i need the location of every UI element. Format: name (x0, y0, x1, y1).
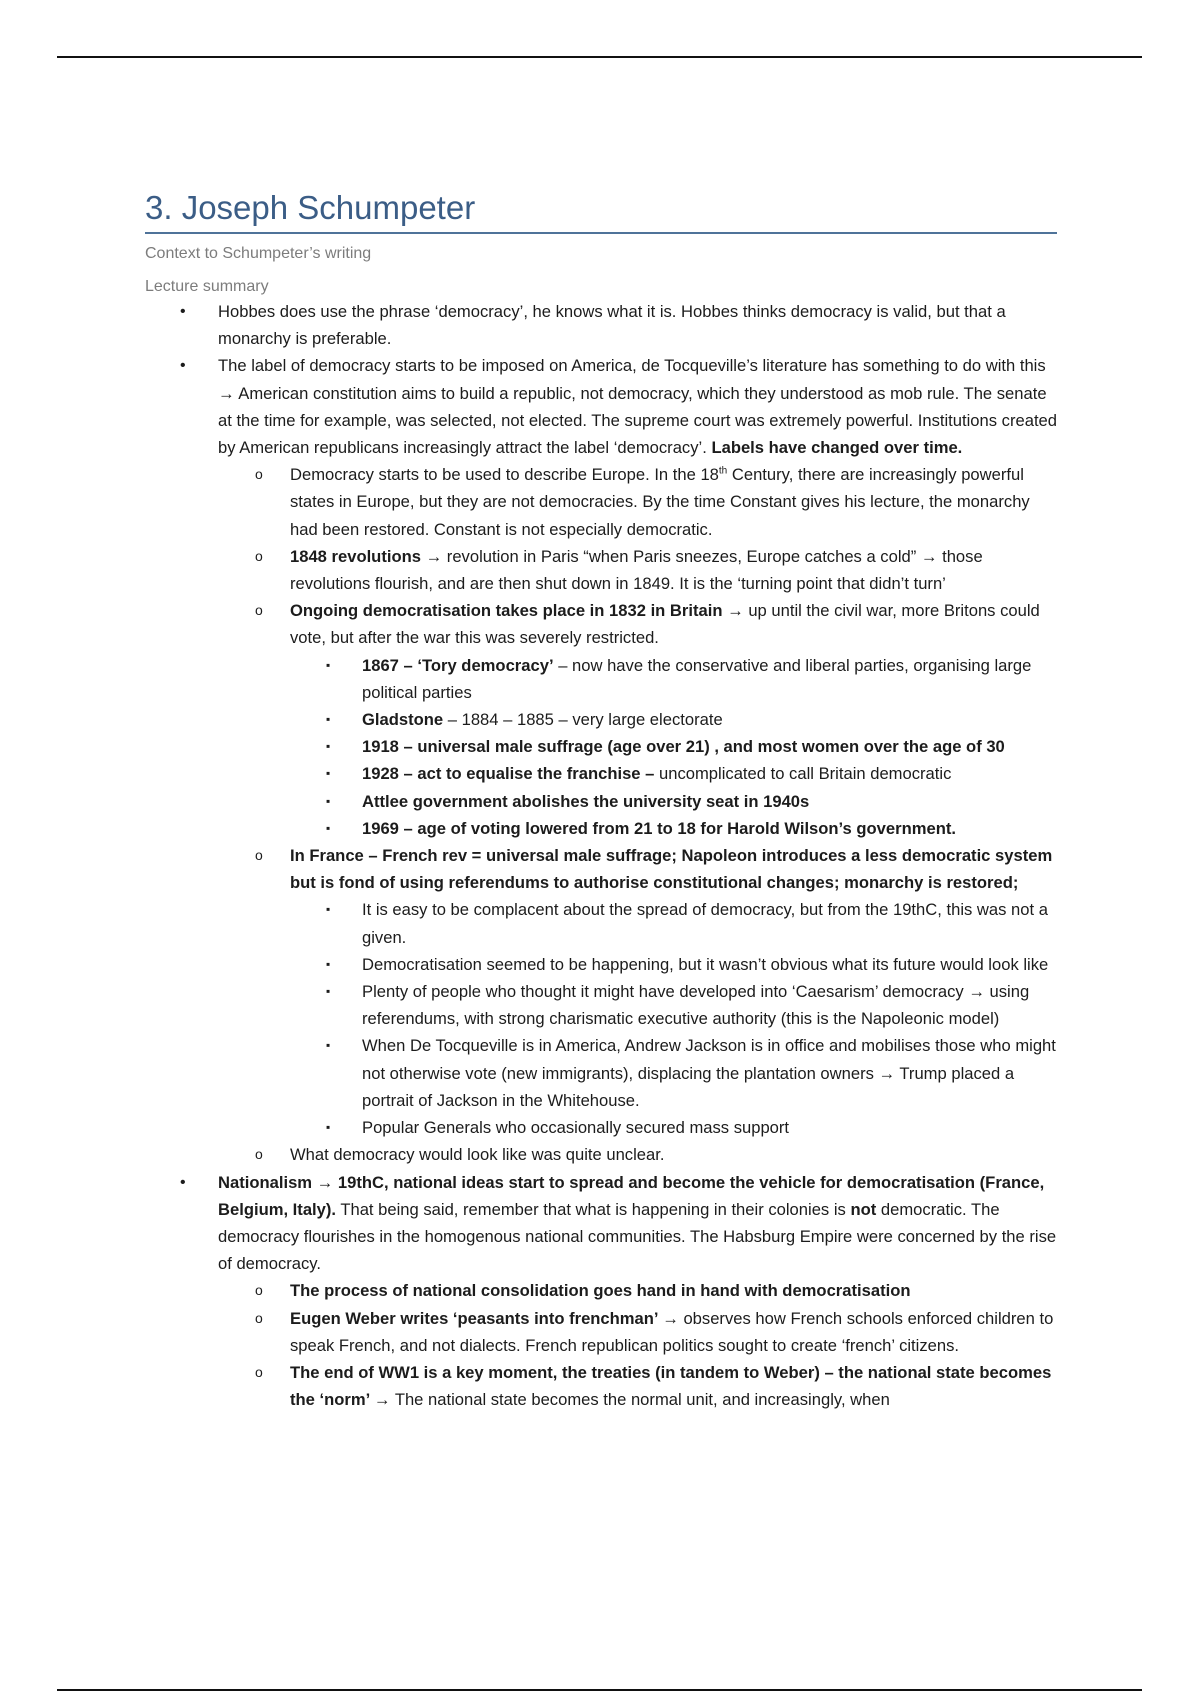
list-item-bold-text: not (850, 1199, 877, 1219)
superscript: th (718, 465, 728, 477)
list-item-bold-text: The end of WW1 is a key moment, the treaties (in tandem to Weber) – the national state becomes the ‘norm’ → (290, 1362, 1052, 1410)
list-item (145, 706, 1057, 733)
list-item-text: Hobbes does use the phrase ‘democracy’, he knows what it is. Hobbes thinks democracy is valid, but that a monarchy is preferable. (218, 302, 1006, 349)
list-item-text: – now have the conservative and liberal parties, organising large political parties (362, 655, 1032, 702)
circle-bullet-icon: o (255, 1282, 263, 1299)
list-item-bold-text: Gladstone (362, 710, 444, 730)
list-item (145, 1277, 1057, 1304)
list-item (145, 815, 1057, 842)
list-item (145, 1032, 1057, 1114)
list-item (145, 896, 1057, 950)
list-item (145, 1305, 1057, 1359)
list-item-text: revolution in Paris “when Paris sneezes, Europe catches a cold” → those revolutions flourish, and are then shut down in 1849. It is the ‘turning point that didn’t turn’ (290, 546, 983, 594)
circle-bullet-icon: o (255, 1309, 263, 1326)
list-item (145, 652, 1057, 706)
top-level-bullet-list (145, 298, 1057, 1413)
list-item (145, 461, 1057, 543)
circle-bullet-icon: o (255, 466, 263, 483)
section-heading-context: Context to Schumpeter’s writing (145, 245, 372, 262)
list-item-text: democratic. The democracy flourishes in the homogenous national communities. The Habsburg Empire were concerned by the rise of democracy. (218, 1199, 1057, 1274)
square-bullet-icon: ▪ (326, 902, 331, 917)
sub-sub-bullet-list (145, 652, 1057, 842)
page-bottom-rule (57, 1689, 1142, 1691)
list-item (145, 543, 1057, 597)
square-bullet-icon: ▪ (326, 956, 331, 971)
list-item-text: Plenty of people who thought it might have developed into ‘Caesarism’ democracy → using referendums, with strong charismatic executive authority (this is the Napoleonic model) (362, 982, 1030, 1029)
list-item-bold-text: 1969 – age of voting lowered from 21 to 18 for Harold Wilson’s government. (362, 818, 956, 838)
list-item-text: When De Tocqueville is in America, Andrew Jackson is in office and mobilises those who might not otherwise vote (new immigrants), displacing the plantation owners → Trump placed a portrait of Jackson in the Whitehouse. (362, 1036, 1056, 1110)
list-item (145, 1169, 1057, 1414)
circle-bullet-icon: o (255, 847, 263, 864)
list-item-text: What democracy would look like was quite unclear. (290, 1145, 665, 1165)
list-item-text: observes how French schools enforced children to speak French, and not dialects. French republican politics sought to create ‘french’ citizens. (290, 1308, 1054, 1355)
list-item (145, 788, 1057, 815)
list-item-text: The label of democracy starts to be imposed on America, de Tocqueville’s literature has something to do with this → American constitution aims to build a republic, not democracy, which they understood as mob rule. The senate at the time for example, was selected, not elected. The supreme court was extremely powerful. Institutions created by American republicans increasingly attract the label ‘democracy’. (218, 356, 1058, 458)
list-item-text: The national state becomes the normal unit, and increasingly, when (394, 1390, 890, 1410)
list-item (145, 951, 1057, 978)
list-item-text: Century, there are increasingly powerful states in Europe, but they are not democracies. By the time Constant gives his lecture, the monarchy had been restored. Constant is not especially democratic. (290, 465, 1030, 539)
list-item (145, 1359, 1057, 1413)
list-item (145, 978, 1057, 1032)
square-bullet-icon: ▪ (326, 739, 331, 754)
square-bullet-icon: ▪ (326, 766, 331, 781)
list-item-text: uncomplicated to call Britain democratic (659, 764, 952, 784)
bullet-icon: • (180, 357, 186, 375)
list-item-bold-text: Labels have changed over time. (711, 438, 963, 458)
list-item-text: Democracy starts to be used to describe Europe. In the 18 (290, 465, 719, 485)
list-item (145, 298, 1057, 352)
list-item (145, 1141, 1057, 1168)
list-item-bold-text: The process of national consolidation goes hand in hand with democratisation (290, 1281, 911, 1301)
square-bullet-icon: ▪ (326, 657, 331, 672)
circle-bullet-icon: o (255, 602, 263, 619)
list-item (145, 733, 1057, 760)
page-title: 3. Joseph Schumpeter (145, 186, 1057, 234)
list-item-text: up until the civil war, more Britons could vote, but after the war this was severely restricted. (290, 601, 1040, 648)
square-bullet-icon: ▪ (326, 820, 331, 835)
list-item-bold-text: 1918 – universal male suffrage (age over 21) , and most women over the age of 30 (362, 737, 1005, 757)
section-heading-lecture-summary: Lecture summary (145, 278, 269, 295)
list-item-text: Popular Generals who occasionally secured mass support (362, 1118, 790, 1138)
square-bullet-icon: ▪ (326, 1038, 331, 1053)
page-top-rule (57, 56, 1142, 58)
bullet-icon: • (180, 1173, 186, 1191)
list-item-bold-text: Ongoing democratisation takes place in 1832 in Britain → (290, 601, 744, 621)
list-item (145, 597, 1057, 842)
square-bullet-icon: ▪ (326, 712, 331, 727)
sub-bullet-list (145, 1277, 1057, 1413)
list-item-text: Democratisation seemed to be happening, but it wasn’t obvious what its future would look like (362, 954, 1049, 974)
circle-bullet-icon: o (255, 1363, 263, 1380)
list-item (145, 842, 1057, 1141)
sub-bullet-list (145, 461, 1057, 1168)
list-item-bold-text: Attlee government abolishes the university seat in 1940s (362, 791, 810, 811)
list-item-text: That being said, remember that what is happening in their colonies is (340, 1199, 846, 1219)
bullet-icon: • (180, 303, 186, 320)
list-item-bold-text: 1928 – act to equalise the franchise – (362, 764, 655, 784)
sub-sub-bullet-list (145, 896, 1057, 1141)
list-item (145, 1114, 1057, 1141)
lecture-notes (145, 298, 1057, 1413)
list-item-bold-text: In France – French rev = universal male suffrage; Napoleon introduces a less democratic system but is fond of using referendums to authorise constitutional changes; monarchy is restored; (290, 846, 1053, 893)
list-item (145, 760, 1057, 787)
circle-bullet-icon: o (255, 547, 263, 564)
circle-bullet-icon: o (255, 1146, 263, 1163)
list-item-text: – 1884 – 1885 – very large electorate (447, 710, 723, 730)
list-item-bold-text: Eugen Weber writes ‘peasants into frenchman’ → (290, 1308, 679, 1328)
square-bullet-icon: ▪ (326, 984, 331, 999)
square-bullet-icon: ▪ (326, 1120, 331, 1135)
square-bullet-icon: ▪ (326, 793, 331, 808)
list-item-text: It is easy to be complacent about the spread of democracy, but from the 19thC, this was not a given. (362, 900, 1048, 947)
list-item-bold-text: 1867 – ‘Tory democracy’ (362, 655, 554, 675)
list-item-bold-text: Nationalism → 19thC, national ideas start to spread and become the vehicle for democratisation (France, Belgium, Italy). (218, 1172, 1045, 1219)
list-item-bold-text: 1848 revolutions → (290, 546, 443, 566)
list-item (145, 352, 1057, 1168)
